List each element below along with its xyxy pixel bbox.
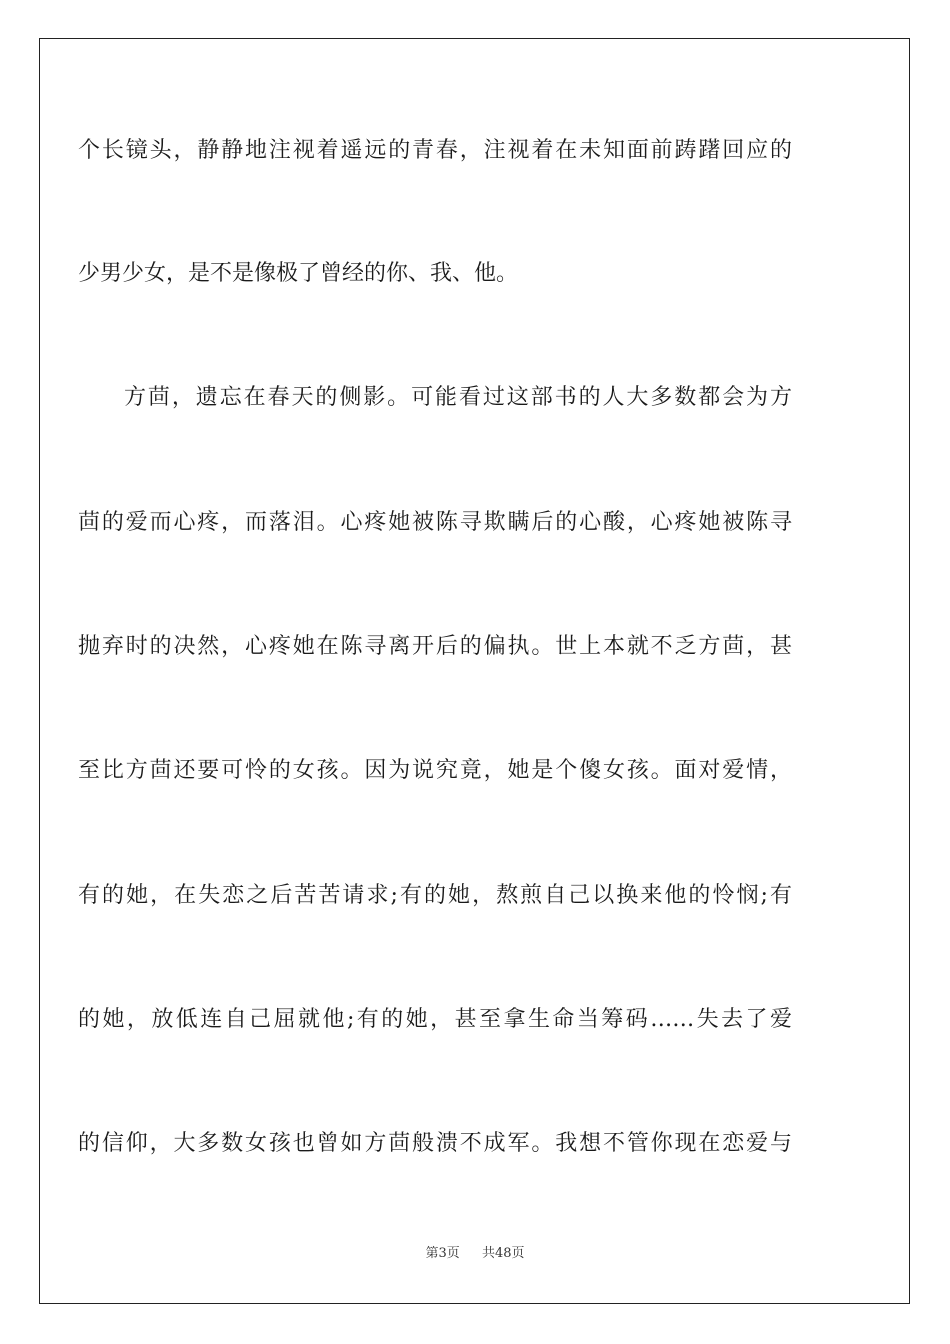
- text-line-4: 茴的爱而心疼，而落泪。心疼她被陈寻欺瞒后的心酸，心疼她被陈寻: [78, 510, 792, 535]
- text-line-1: 个长镜头，静静地注视着遥远的青春，注视着在未知面前踌躇回应的: [78, 138, 792, 163]
- text-line-9: 的信仰，大多数女孩也曾如方茴般溃不成军。我想不管你现在恋爱与: [78, 1131, 792, 1156]
- text-line-6: 至比方茴还要可怜的女孩。因为说究竟，她是个傻女孩。面对爱情，: [78, 758, 792, 783]
- page-number: 第3页: [425, 1246, 460, 1261]
- page-border: [39, 38, 910, 1304]
- text-line-3: 方茴，遗忘在春天的侧影。可能看过这部书的人大多数都会为方: [124, 385, 792, 410]
- text-line-5: 抛弃时的决然，心疼她在陈寻离开后的偏执。世上本就不乏方茴，甚: [78, 634, 792, 659]
- page-total: 共48页: [482, 1246, 525, 1261]
- page-footer: [0, 1242, 950, 1261]
- text-line-7: 有的她，在失恋之后苦苦请求;有的她，熬煎自己以换来他的怜悯;有: [78, 883, 792, 908]
- text-line-2: 少男少女，是不是像极了曾经的你、我、他。: [78, 261, 519, 286]
- text-line-8: 的她，放低连自己屈就他;有的她，甚至拿生命当筹码……失去了爱: [78, 1007, 792, 1032]
